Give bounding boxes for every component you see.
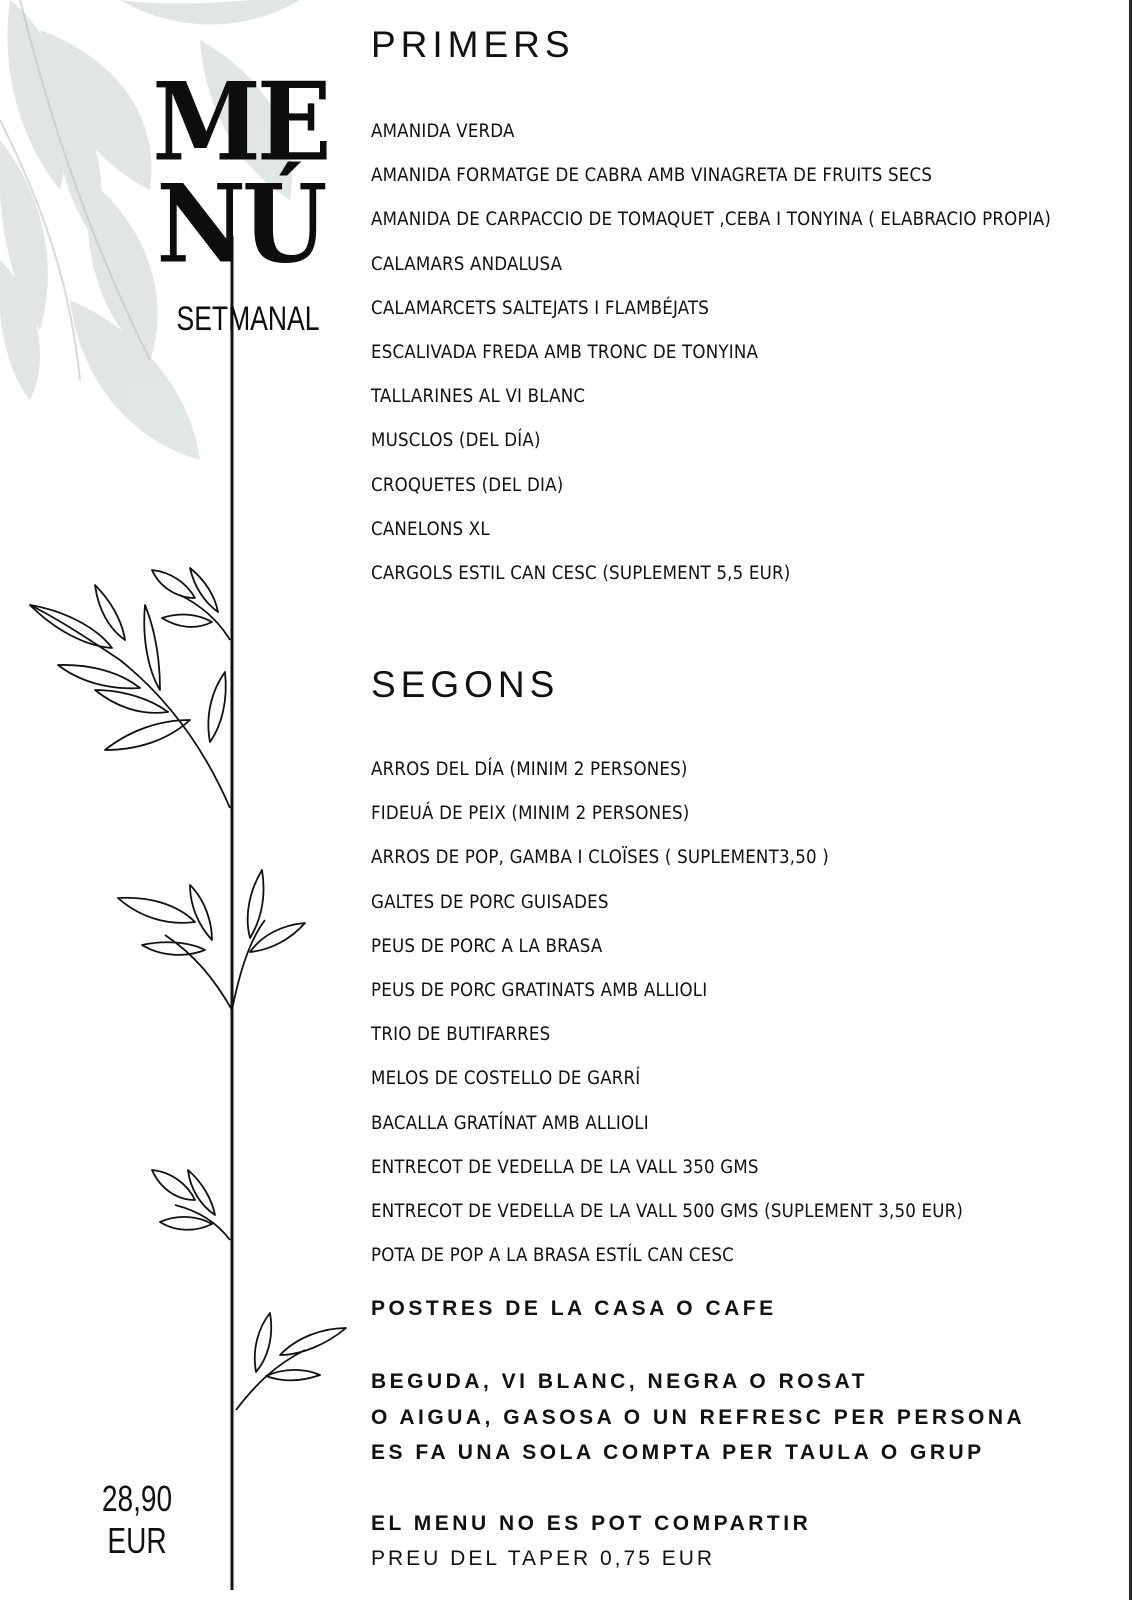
- list-item: PEUS DE PORC A LA BRASA: [371, 935, 603, 957]
- list-item: ESCALIVADA FREDA AMB TRONC DE TONYINA: [371, 341, 759, 363]
- menu-price: 28,90 EUR: [101, 1478, 173, 1561]
- list-item: ARROS DE POP, GAMBA I CLOÏSES ( SUPLEMENT3,50 ): [371, 847, 829, 869]
- list-item: FIDEUÁ DE PEIX (MINIM 2 PERSONES): [371, 803, 690, 825]
- taper-note: PREU DEL TAPER 0,75 EUR: [371, 1547, 716, 1570]
- menu-subtitle: SETMANAL: [176, 300, 320, 338]
- list-item: GALTES DE PORC GUISADES: [371, 891, 609, 913]
- list-item: TRIO DE BUTIFARRES: [371, 1024, 551, 1046]
- beguda-note: BEGUDA, VI BLANC, NEGRA O ROSAT: [371, 1370, 869, 1393]
- list-item: CALAMARS ANDALUSA: [371, 253, 563, 275]
- list-item: ENTRECOT DE VEDELLA DE LA VALL 350 GMS: [371, 1156, 759, 1178]
- list-item: ENTRECOT DE VEDELLA DE LA VALL 500 GMS (SUPLEMENT 3,50 EUR): [371, 1200, 964, 1222]
- list-item: ARROS DEL DÍA (MINIM 2 PERSONES): [371, 759, 688, 780]
- list-item: CROQUETES (DEL DIA): [371, 474, 564, 496]
- list-item: BACALLA GRATÍNAT AMB ALLIOLI: [371, 1112, 649, 1134]
- list-item: PEUS DE PORC GRATINATS AMB ALLIOLI: [371, 979, 708, 1001]
- segons-heading: SEGONS: [371, 664, 560, 705]
- list-item: CANELONS XL: [371, 518, 490, 540]
- list-item: MUSCLOS (DEL DÍA): [371, 430, 541, 452]
- primers-heading: PRIMERS: [371, 24, 575, 65]
- segons-list: [371, 757, 963, 1287]
- list-item: POTA DE POP A LA BRASA ESTÍL CAN CESC: [371, 1245, 734, 1267]
- aigua-note: O AIGUA, GASOSA O UN REFRESC PER PERSONA: [371, 1406, 1026, 1429]
- primers-list: [371, 119, 1051, 605]
- menu-title-line1: ME: [152, 59, 328, 186]
- list-item: MELOS DE COSTELLO DE GARRÍ: [371, 1068, 641, 1090]
- list-item: CARGOLS ESTIL CAN CESC (SUPLEMENT 5,5 EUR): [371, 562, 791, 584]
- postres-note: POSTRES DE LA CASA O CAFE: [371, 1297, 777, 1320]
- list-item: TALLARINES AL VI BLANC: [371, 386, 586, 408]
- list-item: AMANIDA DE CARPACCIO DE TOMAQUET ,CEBA I TONYINA ( ELABRACIO PROPIA): [371, 209, 1052, 231]
- list-item: AMANIDA FORMATGE DE CABRA AMB VINAGRETA DE FRUITS SECS: [371, 165, 933, 187]
- compartir-note: EL MENU NO ES POT COMPARTIR: [371, 1512, 812, 1535]
- list-item: AMANIDA VERDA: [371, 121, 515, 142]
- menu-title-line2: NÚ: [156, 161, 324, 288]
- compta-note: ES FA UNA SOLA COMPTA PER TAULA O GRUP: [371, 1441, 985, 1464]
- list-item: CALAMARCETS SALTEJATS I FLAMBÉJATS: [371, 297, 710, 319]
